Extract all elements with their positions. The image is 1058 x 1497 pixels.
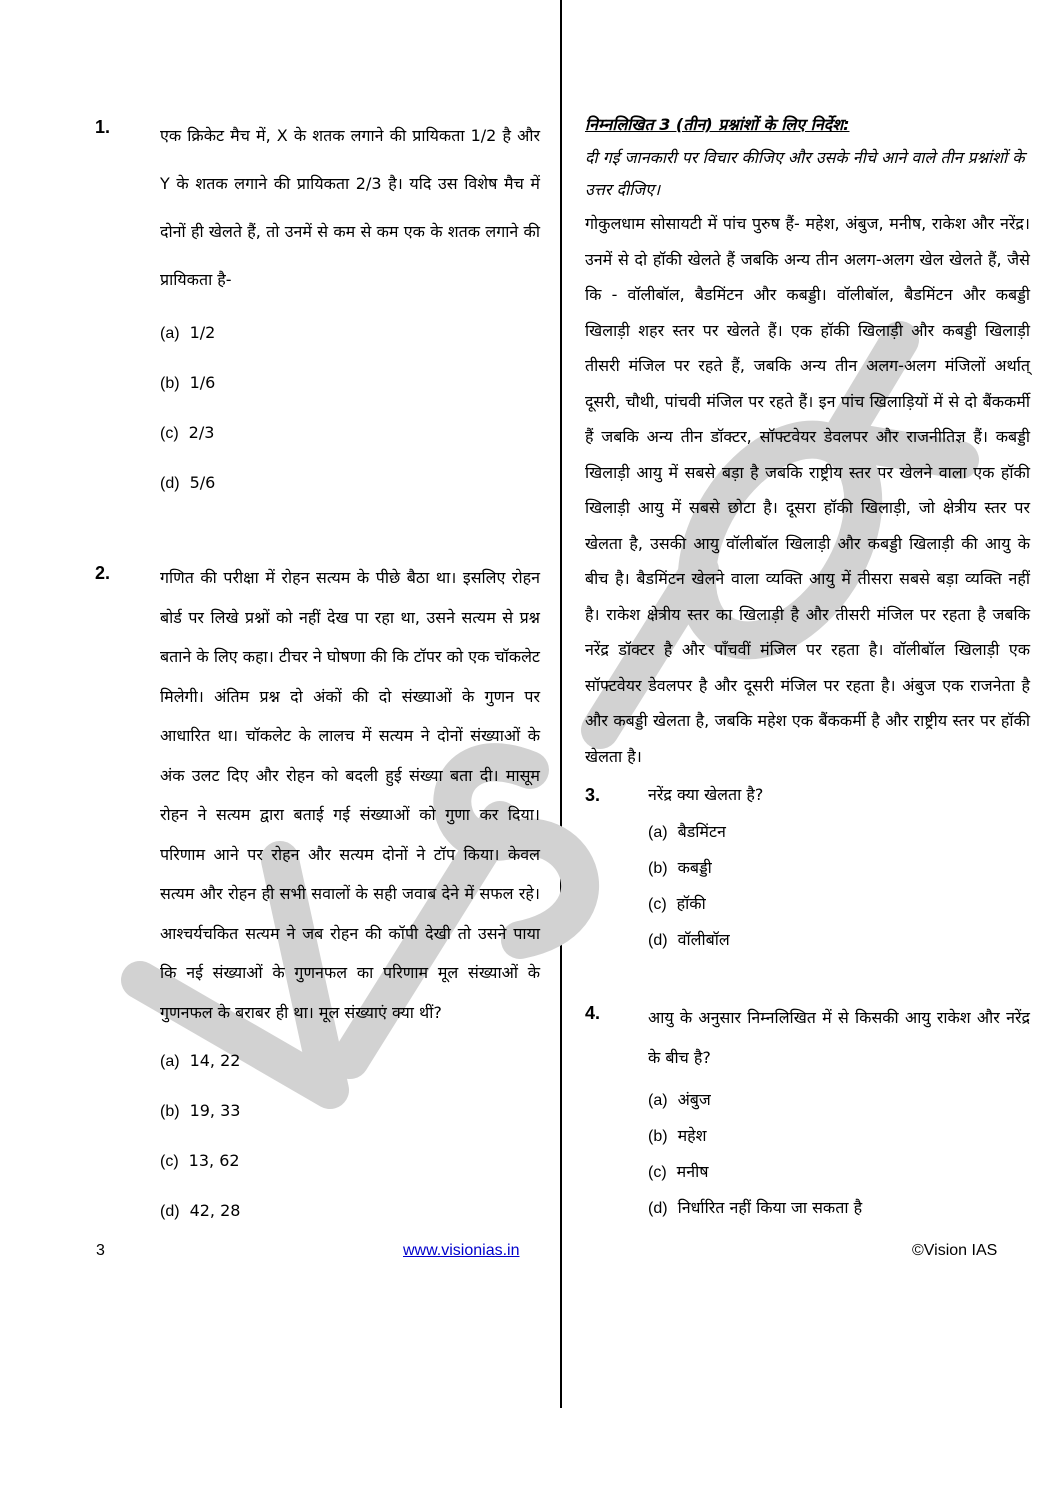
option-label: (a) <box>648 1092 668 1109</box>
option-d <box>160 1186 540 1236</box>
option-label: (d) <box>160 1203 180 1220</box>
option-label: (c) <box>648 1164 667 1181</box>
question-body <box>648 780 1030 958</box>
option-c <box>648 886 1030 922</box>
directions-intro: दी गई जानकारी पर विचार कीजिए और उसके नीचे आने वाले तीन प्रश्नांशों के उत्तर दीजिए। <box>585 148 1025 199</box>
option-text: बैडमिंटन <box>677 822 726 841</box>
option-b <box>648 1118 1030 1154</box>
option-text: 2/3 <box>188 423 215 442</box>
page-number: 3 <box>96 1242 105 1259</box>
option-d <box>648 922 1030 958</box>
option-text: 42, 28 <box>189 1201 241 1220</box>
right-column <box>585 112 1030 1236</box>
passage-text: गोकुलधाम सोसायटी में पांच पुरुष हैं- महेश, अंबुज, मनीष, राकेश और नरेंद्र। उनमें से दो हॉकी खेलते हैं जबकि अन्य तीन अलग-अलग खेल खेलते हैं, जैसे कि - वॉलीबॉल, बैडमिंटन और कबड्डी। वॉलीबॉल, बैडमिंटन और कबड्डी खिलाड़ी शहर स्तर पर खेलते हैं। एक हॉकी खिलाड़ी और कबड्डी खिलाड़ी तीसरी मंजिल पर रहते हैं, जबकि अन्य तीन अलग-अलग मंजिलों अर्थात् दूसरी, चौथी, पांचवी मंजिल पर रहते हैं। इन पांच खिलाड़ियों में से दो बैंककर्मी हैं जबकि अन्य तीन डॉक्टर, सॉफ्टवेयर डेवलपर और राजनीतिज्ञ हैं। कबड्डी खिलाड़ी आयु में सबसे बड़ा है जबकि राष्ट्रीय स्तर पर खेलने वाला एक हॉकी खिलाड़ी आयु में सबसे छोटा है। दूसरा हॉकी खिलाड़ी, जो क्षेत्रीय स्तर पर खेलता है, उसकी आयु वॉलीबॉल खिलाड़ी और कबड्डी खिलाड़ी की आयु के बीच है। बैडमिंटन खेलने वाला व्यक्ति आयु में तीसरा सबसे बड़ा व्यक्ति नहीं है। राकेश क्षेत्रीय स्तर का खिलाड़ी है और तीसरी मंजिल पर रहता है जबकि नरेंद्र डॉक्टर है और पाँचवीं मंजिल पर रहता है। वॉलीबॉल खिलाड़ी एक सॉफ्टवेयर डेवलपर है और दूसरी मंजिल पर रहता है। अंबुज एक राजनेता है और कबड्डी खेलता है, जबकि महेश एक बैंककर्मी है और राष्ट्रीय स्तर पर हॉकी खेलता है। <box>585 214 1030 766</box>
option-c <box>648 1154 1030 1190</box>
option-label: (d) <box>160 475 180 492</box>
option-b <box>160 1086 540 1136</box>
option-text: 14, 22 <box>189 1051 241 1070</box>
option-a <box>648 814 1030 850</box>
option-label: (a) <box>160 1053 180 1070</box>
left-column <box>95 112 540 1236</box>
question-body <box>160 112 540 508</box>
option-text: मनीष <box>676 1162 709 1181</box>
option-text: वॉलीबॉल <box>677 930 730 949</box>
option-text: निर्धारित नहीं किया जा सकता है <box>677 1198 863 1217</box>
option-text: कबड्डी <box>677 858 712 877</box>
question-text: गणित की परीक्षा में रोहन सत्यम के पीछे बैठा था। इसलिए रोहन बोर्ड पर लिखे प्रश्नों को नहीं देख पा रहा था, उसने सत्यम से प्रश्न बताने के लिए कहा। टीचर ने घोषणा की कि टॉपर को एक चॉकलेट मिलेगी। अंतिम प्रश्न दो अंकों की दो संख्याओं के गुणन पर आधारित था। चॉकलेट के लालच में सत्यम ने दोनों संख्याओं के अंक उलट दिए और रोहन को बदली हुई संख्या बता दी। मासूम रोहन ने सत्यम द्वारा बताई गई संख्याओं को गुणा कर दिया। परिणाम आने पर रोहन और सत्यम दोनों ने टॉप किया। केवल सत्यम और रोहन ही सभी सवालों के सही जवाब देने में सफल रहे। आश्चर्यचकित सत्यम ने जब रोहन की कॉपी देखी तो उसने पाया कि नई संख्याओं के गुणनफल का परिणाम मूल संख्याओं के गुणनफल के बराबर ही था। मूल संख्याएं क्या थीं? <box>160 568 540 1022</box>
option-text: 5/6 <box>189 473 216 492</box>
website-link[interactable]: www.visionias.in <box>403 1242 520 1259</box>
question-number: 2. <box>95 563 111 583</box>
options-list <box>648 1082 1030 1226</box>
options-list <box>160 308 540 508</box>
question-body <box>648 998 1030 1226</box>
option-text: 13, 62 <box>188 1151 240 1170</box>
option-label: (d) <box>648 932 668 949</box>
option-text: महेश <box>677 1126 707 1145</box>
option-text: 1/6 <box>189 373 216 392</box>
option-label: (b) <box>160 375 180 392</box>
copyright-text: ©Vision IAS <box>912 1242 998 1259</box>
question-body <box>160 558 540 1236</box>
question-number: 1. <box>95 117 111 137</box>
option-d <box>648 1190 1030 1226</box>
option-label: (b) <box>648 1128 668 1145</box>
options-list <box>648 814 1030 958</box>
option-text: हॉकी <box>676 894 706 913</box>
option-text: 19, 33 <box>189 1101 241 1120</box>
option-text: 1/2 <box>189 323 216 342</box>
question-2 <box>95 558 540 1236</box>
option-label: (d) <box>648 1200 668 1217</box>
options-list <box>160 1036 540 1236</box>
question-text: आयु के अनुसार निम्नलिखित में से किसकी आयु राकेश और नरेंद्र के बीच है? <box>648 1008 1030 1067</box>
question-3 <box>585 780 1030 958</box>
question-4 <box>585 998 1030 1226</box>
option-a <box>160 308 540 358</box>
option-label: (c) <box>160 1153 179 1170</box>
option-label: (a) <box>648 824 668 841</box>
option-label: (a) <box>160 325 180 342</box>
option-c <box>160 1136 540 1186</box>
option-label: (b) <box>648 860 668 877</box>
option-c <box>160 408 540 458</box>
question-text: एक क्रिकेट मैच में, X के शतक लगाने की प्रायिकता 1/2 है और Y के शतक लगाने की प्रायिकता 2/3 है। यदि उस विशेष मैच में दोनों ही खेलते हैं, तो उनमें से कम से कम एक के शतक लगाने की प्रायिकता है- <box>160 126 540 289</box>
option-b <box>160 358 540 408</box>
question-number: 4. <box>585 1003 601 1023</box>
footer <box>0 1236 1058 1266</box>
option-b <box>648 850 1030 886</box>
option-a <box>648 1082 1030 1118</box>
question-1 <box>95 112 540 508</box>
option-label: (b) <box>160 1103 180 1120</box>
option-label: (c) <box>160 425 179 442</box>
option-d <box>160 458 540 508</box>
directions-heading: निम्नलिखित 3 (तीन) प्रश्नांशों के लिए निर्देश: <box>585 115 850 134</box>
option-label: (c) <box>648 896 667 913</box>
question-text: नरेंद्र क्या खेलता है? <box>648 785 764 804</box>
question-number: 3. <box>585 785 601 805</box>
option-a <box>160 1036 540 1086</box>
option-text: अंबुज <box>677 1090 711 1109</box>
